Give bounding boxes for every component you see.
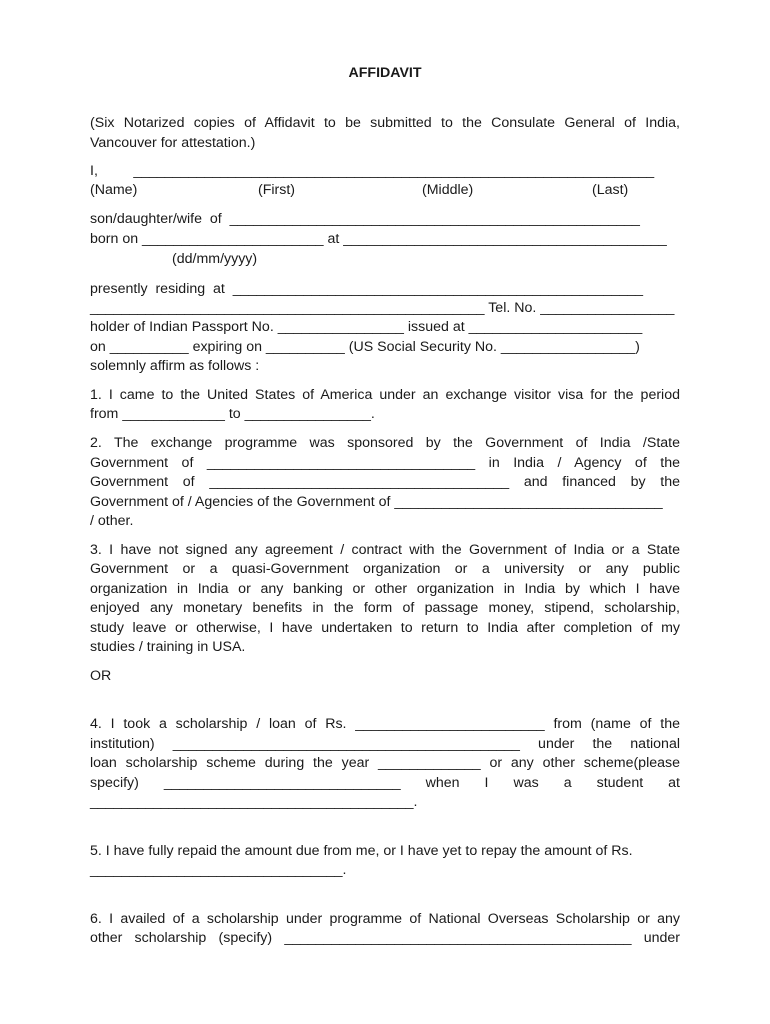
last-label: (Last) xyxy=(592,182,629,198)
passport-line: holder of Indian Passport No. ________________ issued at ______________________ xyxy=(90,319,643,335)
born-line: born on _______________________ at _________________________________________ xyxy=(90,231,667,247)
para3-line-2: Government or a quasi-Government organization or a university or any public xyxy=(90,561,680,577)
middle-label: (Middle) xyxy=(422,182,474,198)
para4-line-2: institution) ____________________________________________ under the national xyxy=(90,736,680,752)
para3-line-1: 3. I have not signed any agreement / contract with the Government of India or a State xyxy=(90,542,680,558)
para4-line-4: specify) ______________________________ when I was a student at xyxy=(90,775,680,791)
para1-line-2: from _____________ to ________________. xyxy=(90,406,375,422)
para4-line-1: 4. I took a scholarship / loan of Rs. ________________________ from (name of the xyxy=(90,716,680,732)
affirm-line: solemnly affirm as follows : xyxy=(90,358,260,374)
name-line: I, __________________________________________________________________ xyxy=(90,163,655,179)
name-label: (Name) xyxy=(90,182,138,198)
tel-line: __________________________________________________ Tel. No. _________________ xyxy=(90,300,675,316)
para1-line-1: 1. I came to the United States of America under an exchange visitor visa for the period xyxy=(90,387,680,403)
intro-line-2: Vancouver for attestation.) xyxy=(90,135,256,151)
relation-line: son/daughter/wife of ____________________________________________________ xyxy=(90,211,640,227)
para3-line-6: studies / training in USA. xyxy=(90,639,246,655)
para4-line-5: _________________________________________. xyxy=(90,794,418,810)
para4-line-3: loan scholarship scheme during the year _____________ or any other scheme(please xyxy=(90,755,680,771)
para5-line-2: ________________________________. xyxy=(90,862,347,878)
document-title: AFFIDAVIT xyxy=(348,65,422,81)
para5-line-1: 5. I have fully repaid the amount due from me, or I have yet to repay the amount of Rs. xyxy=(90,843,633,859)
para6-line-2: other scholarship (specify) ____________________________________________ under xyxy=(90,930,680,946)
para2-line-3: Government of ______________________________________ and financed by the xyxy=(90,474,680,490)
residing-line: presently residing at ____________________________________________________ xyxy=(90,281,644,297)
first-label: (First) xyxy=(258,182,296,198)
expiry-ssn-line: on __________ expiring on __________ (US Social Security No. _________________) xyxy=(90,339,640,355)
para2-line-2: Government of __________________________________ in India / Agency of the xyxy=(90,455,680,471)
para3-line-5: study leave or otherwise, I have undertaken to return to India after completion of my xyxy=(90,620,680,636)
para2-line-5: / other. xyxy=(90,513,134,529)
para2-line-4: Government of / Agencies of the Government of __________________________________ xyxy=(90,494,663,510)
para2-line-1: 2. The exchange programme was sponsored by the Government of India /State xyxy=(90,435,680,451)
intro-line-1: (Six Notarized copies of Affidavit to be submitted to the Consulate General of India, xyxy=(90,115,680,131)
or-separator: OR xyxy=(90,668,112,684)
para3-line-4: enjoyed any monetary benefits in the form of passage money, stipend, scholarship, xyxy=(90,600,680,616)
para3-line-3: organization in India or any banking or other organization in India by which I have xyxy=(90,581,680,597)
date-format-hint: (dd/mm/yyyy) xyxy=(172,251,258,267)
para6-line-1: 6. I availed of a scholarship under programme of National Overseas Scholarship or any xyxy=(90,911,680,927)
